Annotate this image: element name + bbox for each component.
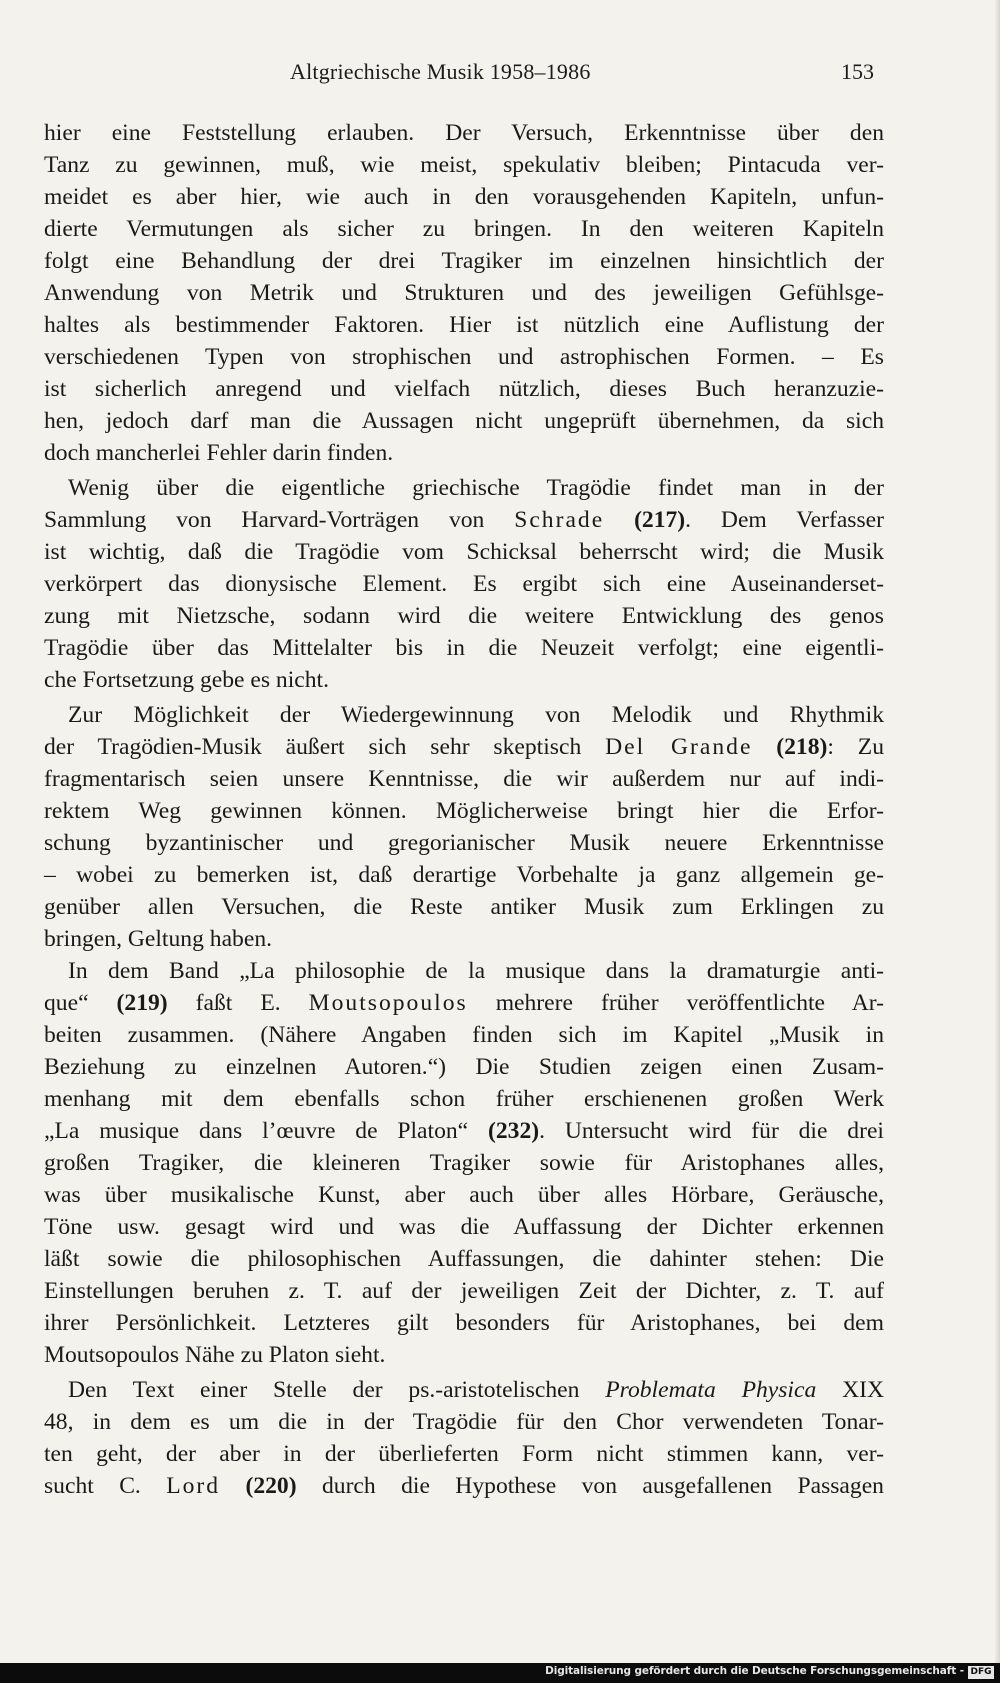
text-line: Zur Möglichkeit der Wiedergewinnung von Melodik und Rhythmik — [68, 702, 884, 728]
text-line: menhang mit dem ebenfalls schon früher erschienenen großen Werk — [44, 1086, 884, 1112]
text-line: 48, in dem es um die in der Tragödie für den Chor verwendeten Tonar- — [44, 1409, 884, 1435]
text-line: In dem Band „La philosophie de la musique dans la dramaturgie anti- — [68, 958, 884, 984]
text-line: dierte Vermutungen als sicher zu bringen. In den weiteren Kapiteln — [44, 216, 884, 242]
text-line: verschiedenen Typen von strophischen und astrophischen Formen. – Es — [44, 344, 884, 370]
text-line: großen Tragiker, die kleineren Tragiker sowie für Aristophanes alles, — [44, 1150, 884, 1176]
author-name: Del Grande — [605, 734, 753, 760]
scan-edge — [994, 0, 1000, 1663]
text-line: que“ (219) faßt E. Moutsopoulos mehrere früher veröffentlichte Ar- — [44, 990, 885, 1016]
dfg-logo: DFG — [968, 1666, 994, 1679]
text-line: „La musique dans l’œuvre de Platon“ (232). Untersucht wird für die drei — [44, 1118, 884, 1144]
text-line: Töne usw. gesagt wird und was die Auffassung der Dichter erkennen — [44, 1214, 884, 1240]
text-line: hier eine Feststellung erlauben. Der Versuch, Erkenntnisse über den — [44, 120, 884, 146]
text-line: hen, jedoch darf man die Aussagen nicht ungeprüft übernehmen, da sich — [44, 408, 884, 434]
text-line: Anwendung von Metrik und Strukturen und des jeweiligen Gefühlsge- — [44, 280, 884, 306]
author-name: Schrade — [514, 507, 605, 533]
italic-title: Problemata Physica — [605, 1377, 817, 1403]
text-line: was über musikalische Kunst, aber auch über alles Hörbare, Geräusche, — [44, 1182, 884, 1208]
text-line: Sammlung von Harvard-Vorträgen von Schrade (217). Dem Verfasser — [44, 507, 884, 533]
text-line: che Fortsetzung gebe es nicht. — [44, 667, 330, 693]
citation-number: (220) — [245, 1473, 297, 1499]
text-line: fragmentarisch seien unsere Kenntnisse, die wir außerdem nur auf indi- — [44, 766, 884, 792]
citation-number: (217) — [634, 507, 686, 533]
text-line: Tragödie über das Mittelalter bis in die Neuzeit verfolgt; eine eigentli- — [44, 635, 884, 661]
text-line: bringen, Geltung haben. — [44, 926, 273, 952]
funding-notice: Digitalisierung gefördert durch die Deutsche Forschungsgemeinschaft - — [545, 1665, 964, 1677]
citation-number: (218) — [776, 734, 828, 760]
text-line: haltes als bestimmender Faktoren. Hier ist nützlich eine Auflistung der — [44, 312, 884, 338]
text-line: folgt eine Behandlung der drei Tragiker im einzelnen hinsichtlich der — [44, 248, 884, 274]
author-name: Moutsopoulos — [308, 990, 468, 1016]
text-line: ist sicherlich anregend und vielfach nützlich, dieses Buch heranzuzie- — [44, 376, 884, 402]
text-line: Den Text einer Stelle der ps.-aristotelischen Problemata Physica XIX — [68, 1377, 884, 1403]
text-line: doch mancherlei Fehler darin finden. — [44, 440, 394, 466]
text-line: ihrer Persönlichkeit. Letzteres gilt besonders für Aristophanes, bei dem — [44, 1310, 884, 1336]
footer-bar — [0, 1663, 1000, 1683]
running-title: Altgriechische Musik 1958–1986 — [290, 59, 591, 84]
citation-number: (232) — [488, 1118, 540, 1144]
text-line: Moutsopoulos Nähe zu Platon sieht. — [44, 1342, 386, 1368]
text-line: – wobei zu bemerken ist, daß derartige Vorbehalte ja ganz allgemein ge- — [44, 862, 884, 888]
text-line: meidet es aber hier, wie auch in den vorausgehenden Kapiteln, unfun- — [44, 184, 884, 210]
text-line: läßt sowie die philosophischen Auffassungen, die dahinter stehen: Die — [44, 1246, 884, 1272]
text-line: sucht C. Lord (220) durch die Hypothese von ausgefallenen Passagen — [44, 1473, 884, 1499]
page-header — [44, 55, 874, 95]
body-text — [44, 117, 884, 1502]
page-number: 153 — [841, 59, 874, 84]
citation-number: (219) — [116, 990, 168, 1016]
text-line: ist wichtig, daß die Tragödie vom Schicksal beherrscht wird; die Musik — [44, 539, 884, 565]
text-line: rektem Weg gewinnen können. Möglicherweise bringt hier die Erfor- — [44, 798, 884, 824]
text-line: Tanz zu gewinnen, muß, wie meist, spekulativ bleiben; Pintacuda ver- — [44, 152, 884, 178]
text-line: ten geht, der aber in der überlieferten Form nicht stimmen kann, ver- — [44, 1441, 884, 1467]
text-line: Einstellungen beruhen z. T. auf der jeweiligen Zeit der Dichter, z. T. auf — [44, 1278, 884, 1304]
text-line: Beziehung zu einzelnen Autoren.“) Die Studien zeigen einen Zusam- — [44, 1054, 884, 1080]
text-line: Wenig über die eigentliche griechische Tragödie findet man in der — [68, 475, 884, 501]
text-line: zung mit Nietzsche, sodann wird die weitere Entwicklung des genos — [44, 603, 884, 629]
text-line: verkörpert das dionysische Element. Es ergibt sich eine Auseinanderset- — [44, 571, 884, 597]
author-name: Lord — [166, 1473, 221, 1499]
text-line: schung byzantinischer und gregorianischer Musik neuere Erkenntnisse — [44, 830, 884, 856]
text-line: beiten zusammen. (Nähere Angaben finden sich im Kapitel „Musik in — [44, 1022, 884, 1048]
text-line: genüber allen Versuchen, die Reste antiker Musik zum Erklingen zu — [44, 894, 884, 920]
text-line: der Tragödien-Musik äußert sich sehr skeptisch Del Grande (218): Zu — [44, 734, 884, 760]
